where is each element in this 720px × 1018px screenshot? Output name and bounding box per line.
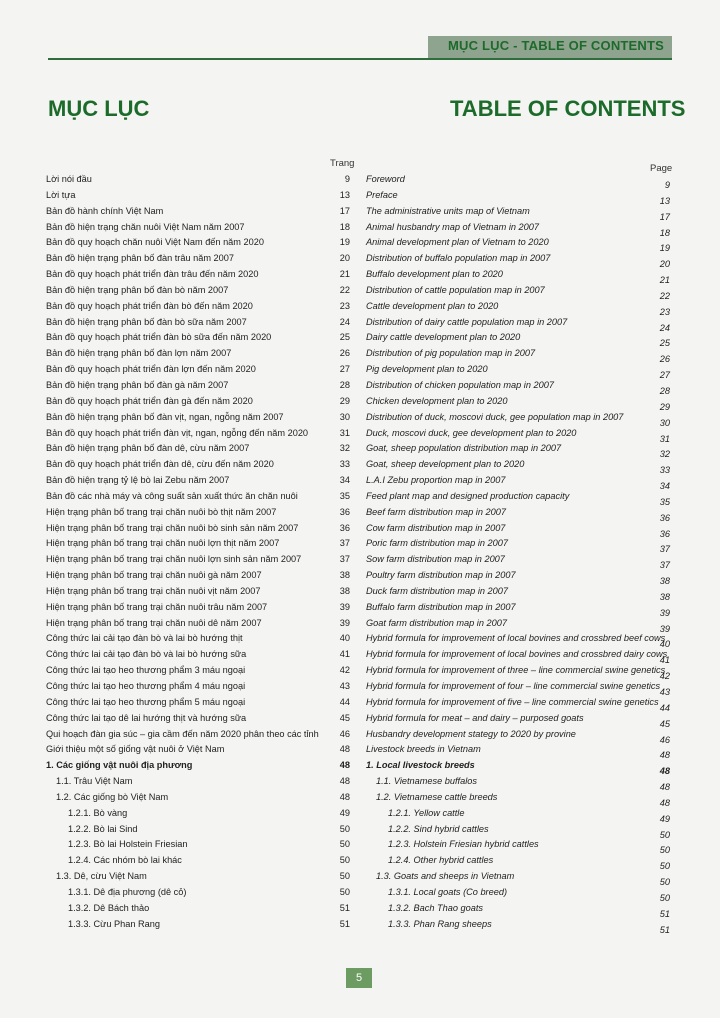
toc-entry[interactable]: [366, 190, 672, 206]
toc-entry-page: 48: [339, 744, 350, 755]
toc-entry-title: 1.3. Dê, cừu Việt Nam: [56, 871, 147, 882]
toc-entry-page: 45: [339, 712, 350, 723]
toc-entry-page: 46: [659, 734, 670, 745]
toc-entry-title: Hybrid formula for meat – and dairy – purposed goats: [366, 712, 584, 723]
toc-entry-page: 32: [339, 443, 350, 454]
toc-entry-page: 24: [659, 322, 670, 333]
toc-entry-title: Animal development plan of Vietnam to 2020: [366, 237, 549, 248]
toc-entry-title: 1.3.3. Phan Rang sheeps: [388, 918, 492, 929]
toc-entry-page: 50: [339, 886, 350, 897]
toc-entry-title: Dairy cattle development plan to 2020: [366, 332, 521, 343]
toc-entry-title: Lời tựa: [46, 189, 76, 200]
toc-entry-page: 27: [339, 364, 350, 375]
toc-entry-title: Distribution of chicken population map in 2007: [366, 379, 554, 390]
toc-entry[interactable]: [366, 760, 672, 776]
toc-entry-page: 50: [339, 871, 350, 882]
toc-entry-title: Sow farm distribution map in 2007: [366, 554, 505, 565]
page-number-badge: 5: [346, 968, 372, 988]
toc-entry[interactable]: [44, 681, 354, 697]
toc-entry[interactable]: [44, 760, 354, 776]
toc-entry[interactable]: [366, 475, 672, 491]
toc-entry-page: 50: [659, 892, 670, 903]
toc-entry-title: 1. Local livestock breeds: [366, 760, 475, 771]
toc-entry[interactable]: [366, 269, 672, 285]
toc-entry-page: 27: [659, 370, 670, 381]
toc-entry-page: 36: [339, 506, 350, 517]
toc-entry-title: Bản đồ hiện trạng tỷ lệ bò lai Zebu năm 2007: [46, 475, 230, 486]
toc-entry-page: 39: [339, 601, 350, 612]
toc-entry[interactable]: [44, 332, 354, 348]
toc-entry[interactable]: [44, 855, 354, 871]
toc-entry[interactable]: [366, 396, 672, 412]
toc-entry-page: 31: [659, 433, 670, 444]
toc-entry[interactable]: [366, 570, 672, 586]
toc-entry[interactable]: [44, 713, 354, 729]
toc-entry-page: 9: [664, 180, 670, 190]
toc-entry-page: 29: [659, 401, 670, 412]
toc-entry-title: Hiện trạng phân bố trang trại chăn nuôi dê năm 2007: [46, 617, 262, 628]
toc-entry-page: 41: [659, 655, 670, 666]
page-column-header-vi: Trang: [330, 158, 355, 169]
toc-entry[interactable]: [44, 602, 354, 618]
toc-entry[interactable]: [366, 871, 672, 887]
toc-entry-page: 9: [344, 174, 350, 184]
toc-entry-page: 48: [659, 797, 670, 808]
toc-entry[interactable]: [366, 618, 672, 634]
toc-entry-title: Hiện trạng phân bố trang trại chăn nuôi vịt năm 2007: [46, 585, 261, 596]
toc-entry-page: 22: [659, 290, 670, 301]
toc-entry[interactable]: [366, 507, 672, 523]
toc-entry-page: 25: [339, 332, 350, 343]
toc-entry[interactable]: [366, 443, 672, 459]
toc-entry-page: 35: [659, 496, 670, 507]
toc-entry-page: 18: [339, 221, 350, 232]
toc-entry-page: 30: [659, 417, 670, 428]
toc-entry-title: 1.3.1. Dê địa phương (dê cỏ): [68, 886, 187, 897]
toc-entry[interactable]: [44, 538, 354, 554]
toc-entry[interactable]: [366, 380, 672, 396]
toc-entry-title: Buffalo development plan to 2020: [366, 269, 503, 280]
toc-entry[interactable]: [366, 776, 672, 792]
toc-entry[interactable]: [366, 649, 672, 665]
toc-entry-page: 48: [659, 750, 670, 761]
toc-entry-title: 1.2.1. Yellow cattle: [388, 807, 465, 818]
toc-entry-title: 1.3.3. Cừu Phan Rang: [68, 918, 160, 929]
toc-entry-page: 18: [659, 227, 670, 238]
toc-entry-title: Bản đồ hiện trạng phân bố đàn lợn năm 2007: [46, 348, 232, 359]
toc-entry-title: 1.1. Trâu Việt Nam: [56, 776, 133, 787]
toc-entry-title: Beef farm distribution map in 2007: [366, 506, 506, 517]
toc-entry[interactable]: [366, 206, 672, 222]
toc-entry-page: 48: [339, 760, 350, 771]
toc-entry-title: Feed plant map and designed production capacity: [366, 490, 570, 501]
toc-entry-page: 19: [659, 243, 670, 254]
toc-entry-title: Giới thiệu một số giống vật nuôi ở Việt Nam: [46, 744, 225, 755]
toc-entry[interactable]: [44, 190, 354, 206]
toc-entry[interactable]: [44, 380, 354, 396]
toc-entry-page: 48: [339, 791, 350, 802]
toc-entry[interactable]: [44, 744, 354, 760]
toc-entry-page: 42: [339, 665, 350, 676]
toc-entry-title: Hiện trạng phân bố trang trại chăn nuôi bò sinh sản năm 2007: [46, 522, 299, 533]
toc-entry-page: 13: [339, 189, 350, 200]
toc-entry[interactable]: [44, 586, 354, 602]
toc-entry-title: Livestock breeds in Vietnam: [366, 744, 481, 755]
toc-entry[interactable]: [366, 681, 672, 697]
toc-entry-page: 50: [339, 839, 350, 850]
toc-entry-title: Hybrid formula for improvement of local bovines and crossbred beef cows: [366, 633, 666, 644]
toc-entry[interactable]: [44, 919, 354, 935]
toc-entry[interactable]: [44, 507, 354, 523]
toc-entry-title: Công thức lai tạo heo thương phẩm 3 máu ngoại: [46, 665, 246, 676]
toc-entry[interactable]: [366, 919, 672, 935]
toc-entry-page: 38: [659, 576, 670, 587]
toc-entry[interactable]: [366, 744, 672, 760]
toc-entry[interactable]: [366, 348, 672, 364]
toc-entry-page: 39: [659, 607, 670, 618]
toc-entry-title: Poric farm distribution map in 2007: [366, 538, 508, 549]
toc-entry[interactable]: [366, 713, 672, 729]
toc-entry-title: Chicken development plan to 2020: [366, 395, 508, 406]
toc-entry-page: 39: [339, 617, 350, 628]
toc-entry-page: 46: [339, 728, 350, 739]
toc-entry-page: 19: [339, 237, 350, 248]
toc-entry-title: Hiện trạng phân bố trang trại chăn nuôi gà năm 2007: [46, 570, 262, 581]
toc-entry[interactable]: [44, 285, 354, 301]
toc-entry[interactable]: [366, 174, 672, 190]
toc-entry-page: 23: [339, 300, 350, 311]
toc-entry[interactable]: [44, 839, 354, 855]
toc-entry-page: 38: [659, 591, 670, 602]
toc-entry-title: The administrative units map of Vietnam: [366, 205, 530, 216]
toc-entry[interactable]: [44, 729, 354, 745]
toc-entry-title: 1.2.3. Bò lai Holstein Friesian: [68, 839, 188, 850]
toc-entry[interactable]: [44, 491, 354, 507]
toc-entry-title: Buffalo farm distribution map in 2007: [366, 601, 516, 612]
toc-entry-page: 37: [659, 544, 670, 555]
toc-entry[interactable]: [44, 776, 354, 792]
toc-entry[interactable]: [366, 586, 672, 602]
toc-entry-title: Duck, moscovi duck, gee development plan to 2020: [366, 427, 577, 438]
toc-entry[interactable]: [44, 237, 354, 253]
toc-entry[interactable]: [44, 665, 354, 681]
toc-entry-page: 35: [339, 490, 350, 501]
toc-entry[interactable]: [366, 903, 672, 919]
toc-entry[interactable]: [44, 697, 354, 713]
toc-entry-page: 20: [659, 259, 670, 270]
toc-entry[interactable]: [44, 174, 354, 190]
toc-entry-title: Hiện trạng phân bố trang trại chăn nuôi lợn thịt năm 2007: [46, 538, 280, 549]
header-banner-title: MỤC LỤC - TABLE OF CONTENTS: [448, 38, 665, 53]
toc-entry-title: 1.2.3. Holstein Friesian hybrid cattles: [388, 839, 539, 850]
toc-entry-page: 22: [339, 284, 350, 295]
toc-entry[interactable]: [366, 523, 672, 539]
toc-entry-page: 50: [339, 823, 350, 834]
toc-entry-title: 1.2.1. Bò vàng: [68, 807, 128, 818]
toc-entry[interactable]: [366, 428, 672, 444]
toc-entry-page: 37: [339, 554, 350, 565]
toc-entry[interactable]: [44, 222, 354, 238]
toc-entry[interactable]: [44, 206, 354, 222]
toc-entry-page: 21: [659, 275, 670, 286]
toc-entry[interactable]: [366, 808, 672, 824]
toc-entry-page: 40: [339, 633, 350, 644]
toc-entry-title: Bản đồ quy hoạch chăn nuôi Việt Nam đến năm 2020: [46, 237, 264, 248]
toc-entry-title: Distribution of dairy cattle population map in 2007: [366, 316, 568, 327]
toc-entry[interactable]: [366, 459, 672, 475]
toc-list-english: [366, 174, 672, 935]
toc-entry-title: Cattle development plan to 2020: [366, 300, 499, 311]
toc-entry-title: Qui hoạch đàn gia súc – gia cầm đến năm 2020 phân theo các tỉnh: [46, 728, 319, 739]
toc-entry[interactable]: [44, 348, 354, 364]
toc-entry-page: 26: [659, 354, 670, 365]
toc-entry-title: Husbandry development stategy to 2020 by provine: [366, 728, 576, 739]
toc-entry[interactable]: [44, 570, 354, 586]
toc-entry-title: Duck farm distribution map in 2007: [366, 585, 508, 596]
toc-entry-title: Goat farm distribution map in 2007: [366, 617, 507, 628]
toc-entry-page: 28: [339, 379, 350, 390]
toc-entry[interactable]: [366, 538, 672, 554]
toc-entry-page: 26: [339, 348, 350, 359]
toc-entry[interactable]: [366, 839, 672, 855]
toc-entry-title: Hiện trạng phân bố trang trại chăn nuôi lợn sinh sản năm 2007: [46, 554, 302, 565]
toc-entry-title: Công thức lai cải tạo đàn bò và lai bò hướng sữa: [46, 649, 247, 660]
toc-entry[interactable]: [44, 523, 354, 539]
toc-entry[interactable]: [366, 285, 672, 301]
toc-entry-page: 31: [339, 427, 350, 438]
toc-entry[interactable]: [366, 412, 672, 428]
toc-entry[interactable]: [366, 824, 672, 840]
toc-entry[interactable]: [44, 554, 354, 570]
toc-entry-title: Hybrid formula for improvement of four – line commercial swine genetics: [366, 681, 661, 691]
toc-entry-title: Distribution of cattle population map in 2007: [366, 284, 545, 295]
toc-entry-title: Animal husbandry map of Vietnam in 2007: [366, 221, 539, 232]
toc-entry-page: 36: [659, 512, 670, 523]
toc-entry-title: Hybrid formula for improvement of three – line commercial swine genetics: [366, 665, 666, 676]
toc-entry[interactable]: [366, 364, 672, 380]
toc-entry-title: 1.2.2. Sind hybrid cattles: [388, 823, 489, 834]
toc-entry-title: Hiện trạng phân bố trang trại chăn nuôi trâu năm 2007: [46, 601, 268, 612]
toc-entry[interactable]: [44, 633, 354, 649]
toc-entry-page: 40: [659, 639, 670, 650]
toc-entry-page: 50: [659, 845, 670, 856]
toc-entry[interactable]: [366, 237, 672, 253]
toc-entry-page: 25: [659, 338, 670, 349]
toc-entry[interactable]: [44, 618, 354, 634]
toc-entry[interactable]: [44, 903, 354, 919]
toc-entry-title: Bản đồ quy hoạch phát triển đàn trâu đến năm 2020: [46, 269, 259, 280]
toc-entry[interactable]: [366, 332, 672, 348]
toc-entry-page: 49: [339, 807, 350, 818]
toc-entry-page: 48: [339, 776, 350, 787]
toc-entry-title: Lời nói đầu: [46, 174, 92, 184]
toc-entry-title: 1.2. Các giống bò Việt Nam: [56, 791, 169, 802]
toc-entry-page: 50: [659, 861, 670, 872]
toc-entry-title: 1.1. Vietnamese buffalos: [376, 776, 477, 787]
toc-entry-title: Preface: [366, 189, 398, 200]
heading-vietnamese: MỤC LỤC: [48, 96, 150, 121]
toc-entry-title: Bản đồ hiện trạng phân bố đàn trâu năm 2007: [46, 253, 234, 264]
toc-entry-title: Distribution of duck, moscovi duck, gee population map in 2007: [366, 411, 624, 422]
toc-entry[interactable]: [44, 824, 354, 840]
toc-entry-title: L.A.I Zebu proportion map in 2007: [366, 475, 506, 486]
toc-entry[interactable]: [366, 301, 672, 317]
toc-entry-page: 30: [339, 411, 350, 422]
toc-entry-page: 36: [659, 528, 670, 539]
toc-entry-title: 1. Các giống vật nuôi địa phương: [46, 760, 193, 771]
toc-entry-title: 1.2.4. Các nhóm bò lai khác: [68, 855, 182, 866]
toc-entry-page: 51: [659, 908, 670, 919]
toc-entry-page: 33: [659, 465, 670, 476]
toc-entry-page: 23: [659, 306, 670, 317]
toc-entry-title: Bản đồ hiện trạng phân bố đàn gà năm 2007: [46, 379, 229, 390]
toc-entry[interactable]: [44, 428, 354, 444]
toc-list-vietnamese: [44, 174, 354, 935]
toc-entry-title: Hybrid formula for improvement of local bovines and crossbred dairy cows: [366, 649, 668, 660]
toc-entry-page: 51: [659, 924, 670, 935]
toc-entry-page: 17: [339, 205, 350, 216]
toc-entry[interactable]: [366, 792, 672, 808]
toc-entry-title: Bản đồ hiện trạng phân bố đàn dê, cừu năm 2007: [46, 443, 250, 454]
toc-entry[interactable]: [44, 459, 354, 475]
toc-entry-page: 34: [659, 481, 670, 492]
toc-entry[interactable]: [366, 887, 672, 903]
toc-entry-title: Bản đồ hành chính Việt Nam: [46, 205, 164, 216]
toc-entry[interactable]: [44, 301, 354, 317]
toc-entry-page: 50: [659, 877, 670, 888]
toc-entry-page: 49: [659, 813, 670, 824]
toc-entry-title: Bản đồ quy hoạch phát triển đàn dê, cừu đến năm 2020: [46, 459, 274, 470]
toc-entry-title: Bản đồ hiện trạng chăn nuôi Việt Nam năm 2007: [46, 221, 245, 232]
toc-entry-title: Bản đồ quy hoạch phát triển đàn lợn đến năm 2020: [46, 364, 256, 375]
toc-entry[interactable]: [366, 317, 672, 333]
toc-entry[interactable]: [366, 554, 672, 570]
toc-entry[interactable]: [44, 475, 354, 491]
toc-entry-title: 1.2.4. Other hybrid cattles: [388, 855, 494, 866]
toc-entry-title: 1.3. Goats and sheeps in Vietnam: [376, 871, 515, 882]
toc-entry-page: 32: [659, 449, 670, 460]
toc-entry-title: Bản đồ hiện trạng phân bố đàn bò sữa năm 2007: [46, 316, 247, 327]
toc-entry-page: 13: [659, 195, 670, 206]
toc-entry-title: Bản đồ hiện trạng phân bố đàn bò năm 2007: [46, 284, 229, 295]
toc-entry-page: 28: [659, 385, 670, 396]
toc-entry-page: 37: [339, 538, 350, 549]
heading-english: TABLE OF CONTENTS: [450, 96, 686, 121]
toc-entry[interactable]: [44, 269, 354, 285]
toc-entry-page: 38: [339, 585, 350, 596]
toc-entry[interactable]: [44, 317, 354, 333]
toc-entry-page: 38: [339, 570, 350, 581]
toc-entry-page: 34: [339, 475, 350, 486]
toc-entry-title: Bản đồ quy hoạch phát triển đàn vịt, ngan, ngỗng đến năm 2020: [46, 427, 309, 438]
toc-entry[interactable]: [366, 633, 672, 649]
toc-entry-page: 51: [339, 918, 350, 929]
toc-entry-page: 48: [659, 782, 670, 793]
toc-entry[interactable]: [366, 855, 672, 871]
toc-entry-page: 41: [339, 649, 350, 660]
toc-entry-title: Công thức lai cải tạo đàn bò và lai bò hướng thịt: [46, 633, 243, 644]
toc-entry-page: 36: [339, 522, 350, 533]
toc-entry-page: 43: [659, 687, 670, 697]
toc-entry[interactable]: [44, 792, 354, 808]
toc-entry[interactable]: [366, 602, 672, 618]
toc-entry-page: 48: [659, 766, 670, 777]
toc-entry-page: 43: [339, 681, 350, 691]
toc-entry-title: Distribution of buffalo population map in 2007: [366, 253, 551, 264]
toc-entry-page: 42: [659, 671, 670, 682]
toc-entry-title: Bản đồ quy hoạch phát triển đàn gà đến năm 2020: [46, 395, 253, 406]
toc-entry-page: 24: [339, 316, 350, 327]
toc-entry[interactable]: [366, 491, 672, 507]
toc-entry-title: Công thức lai tạo heo thương phẩm 4 máu ngoại: [46, 681, 246, 691]
toc-entry-title: 1.3.1. Local goats (Co breed): [388, 886, 507, 897]
toc-entry-page: 44: [659, 702, 670, 713]
toc-entry-title: Distribution of pig population map in 2007: [366, 348, 536, 359]
toc-entry-page: 33: [339, 459, 350, 470]
toc-entry-title: Poultry farm distribution map in 2007: [366, 570, 516, 581]
toc-entry-title: Foreword: [366, 174, 405, 184]
toc-entry-title: Cow farm distribution map in 2007: [366, 522, 506, 533]
toc-entry[interactable]: [44, 871, 354, 887]
toc-entry-title: Công thức lai tạo heo thương phẩm 5 máu ngoại: [46, 696, 246, 707]
toc-entry-title: Hiện trạng phân bố trang trại chăn nuôi bò thịt năm 2007: [46, 506, 277, 517]
toc-entry-title: Bản đồ quy hoạch phát triển đàn bò đến năm 2020: [46, 300, 253, 311]
toc-entry-title: Công thức lai tạo dê lai hướng thịt và hướng sữa: [46, 712, 247, 723]
toc-entry[interactable]: [366, 665, 672, 681]
header-rule: [48, 58, 672, 60]
toc-entry-page: 39: [659, 623, 670, 634]
toc-entry-page: 29: [339, 395, 350, 406]
toc-entry[interactable]: [366, 729, 672, 745]
toc-entry-page: 50: [659, 829, 670, 840]
toc-entry-page: 20: [339, 253, 350, 264]
toc-entry[interactable]: [44, 253, 354, 269]
toc-entry[interactable]: [44, 396, 354, 412]
toc-entry-title: 1.2. Vietnamese cattle breeds: [376, 791, 498, 802]
toc-entry[interactable]: [44, 887, 354, 903]
toc-entry-title: Goat, sheep population distribution map in 2007: [366, 443, 562, 454]
toc-entry-title: Goat, sheep development plan to 2020: [366, 459, 525, 470]
toc-entry-page: 50: [339, 855, 350, 866]
toc-entry[interactable]: [44, 364, 354, 380]
toc-entry[interactable]: [366, 222, 672, 238]
toc-entry[interactable]: [44, 412, 354, 428]
toc-entry-page: 45: [659, 718, 670, 729]
toc-entry-title: 1.3.2. Dê Bách thảo: [68, 902, 150, 913]
toc-entry[interactable]: [366, 253, 672, 269]
toc-entry-page: 17: [659, 211, 670, 222]
toc-entry[interactable]: [366, 697, 672, 713]
toc-entry-title: Pig development plan to 2020: [366, 364, 488, 375]
toc-entry-page: 37: [659, 560, 670, 571]
toc-entry-title: 1.3.2. Bach Thao goats: [388, 902, 484, 913]
toc-entry-title: Bản đồ hiện trạng phân bố đàn vịt, ngan, ngỗng năm 2007: [46, 411, 284, 422]
toc-entry-title: Bản đồ quy hoạch phát triển đàn bò sữa đến năm 2020: [46, 332, 272, 343]
toc-entry-page: 21: [339, 269, 350, 280]
toc-entry-title: Hybrid formula for improvement of five – line commercial swine genetics: [366, 696, 659, 707]
toc-entry[interactable]: [44, 443, 354, 459]
toc-entry-page: 51: [339, 902, 350, 913]
toc-entry[interactable]: [44, 649, 354, 665]
toc-entry-title: 1.2.2. Bò lai Sind: [68, 823, 138, 834]
toc-entry-page: 44: [339, 696, 350, 707]
page-column-header-en: Page: [650, 163, 673, 174]
toc-entry[interactable]: [44, 808, 354, 824]
toc-entry-title: Bản đồ các nhà máy và công suất sản xuất thức ăn chăn nuôi: [46, 490, 298, 501]
